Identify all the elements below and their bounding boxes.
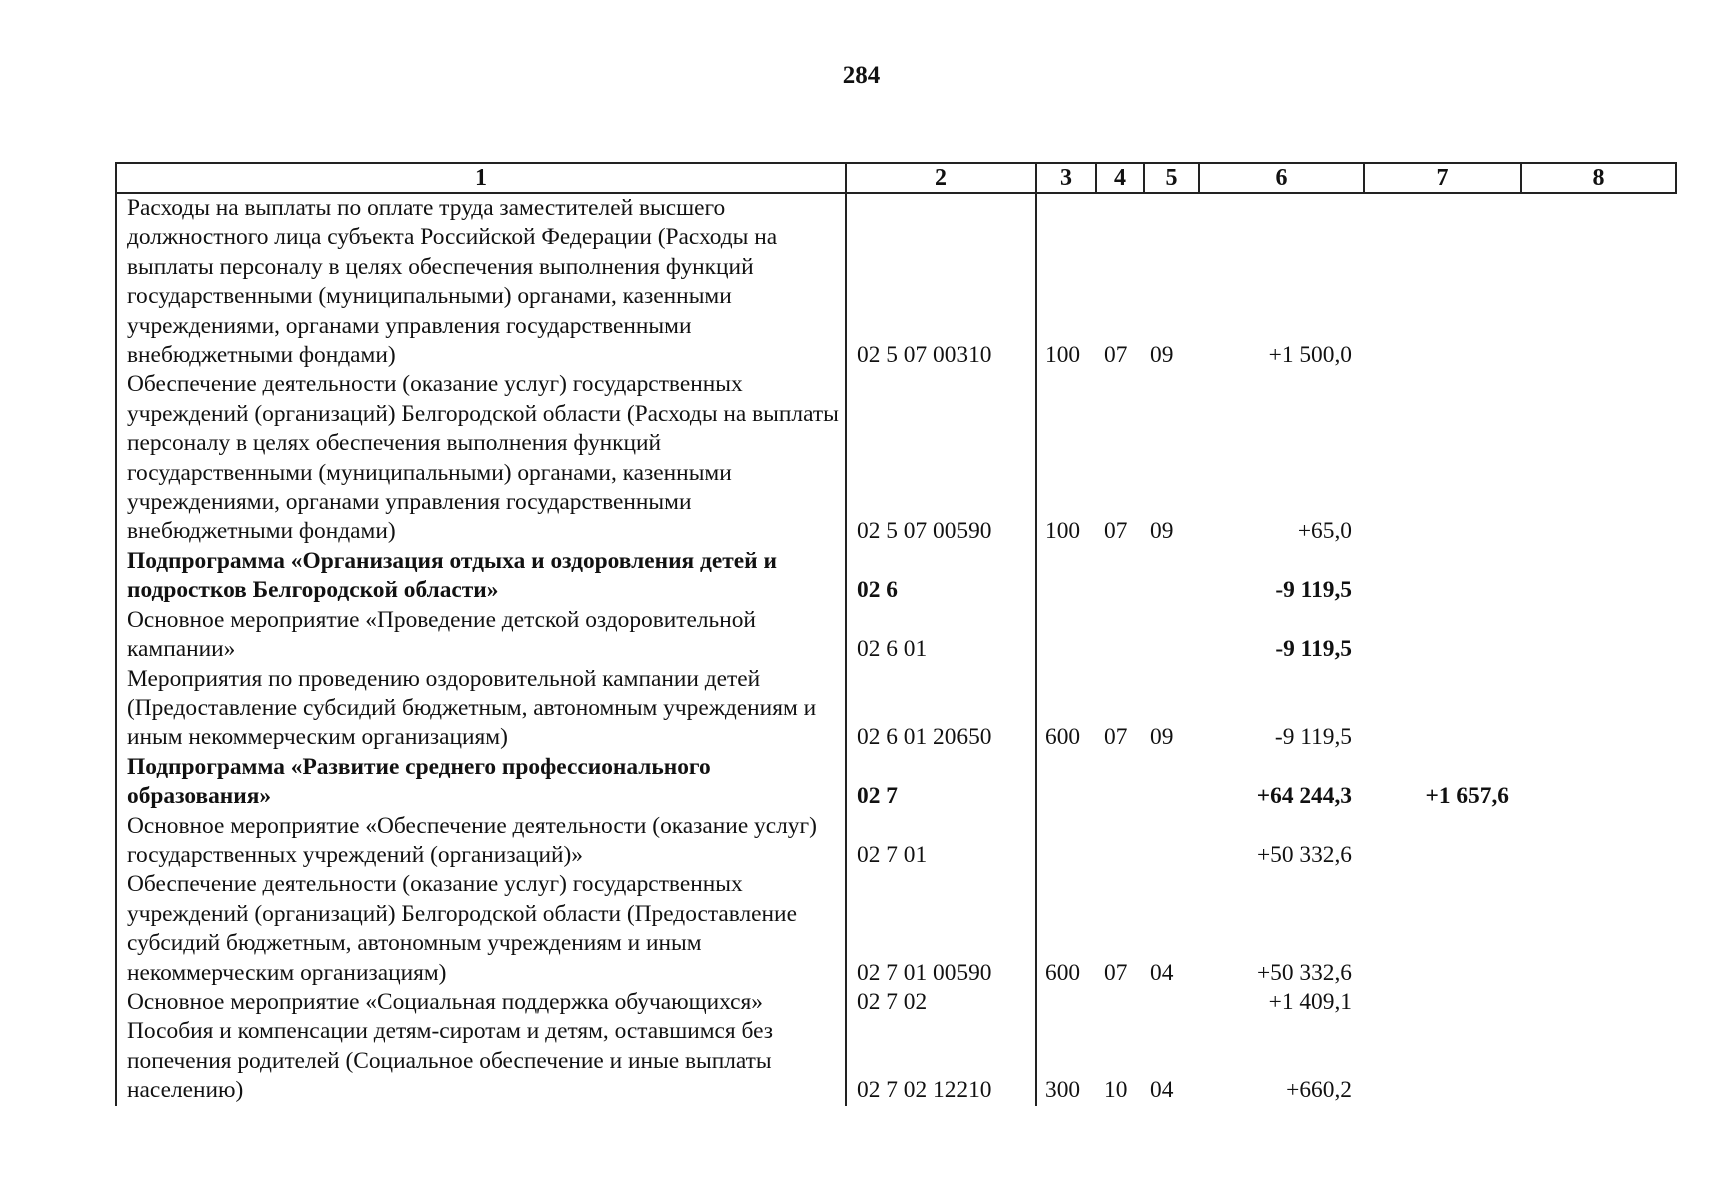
row-vr: 600 — [1045, 959, 1081, 986]
header-col-5: 5 — [1144, 163, 1199, 193]
row-code: 02 7 02 — [846, 988, 1036, 1017]
row-value-8 — [1521, 547, 1676, 606]
table-row-subprogram — [116, 547, 1676, 606]
row-value-7 — [1364, 1017, 1521, 1105]
header-col-6: 6 — [1199, 163, 1364, 193]
row-value-7 — [1364, 988, 1521, 1017]
row-value-8 — [1521, 1017, 1676, 1105]
row-pr — [1144, 753, 1199, 812]
row-value-6: +1 409,1 — [1268, 988, 1352, 1015]
row-code: 02 6 01 20650 — [846, 665, 1036, 753]
row-value-7 — [1364, 547, 1521, 606]
row-vr — [1036, 606, 1096, 665]
row-vr — [1036, 988, 1096, 1017]
row-rz: 07 — [1104, 342, 1128, 369]
row-value-8 — [1521, 665, 1676, 753]
header-col-1: 1 — [116, 163, 846, 193]
row-pr: 09 — [1150, 724, 1174, 751]
budget-table-container — [115, 162, 1675, 1112]
row-pr: 09 — [1150, 518, 1174, 545]
row-rz: 10 — [1104, 1077, 1128, 1104]
row-value-8 — [1521, 370, 1676, 546]
header-col-2: 2 — [846, 163, 1036, 193]
table-row — [116, 988, 1676, 1017]
row-value-6: +50 332,6 — [1256, 959, 1352, 986]
row-vr: 300 — [1045, 1077, 1081, 1104]
row-rz — [1096, 547, 1144, 606]
row-rz — [1096, 753, 1144, 812]
row-pr — [1144, 606, 1199, 665]
row-value-6: +50 332,6 — [1256, 841, 1352, 868]
row-value-8 — [1521, 988, 1676, 1017]
budget-table — [115, 162, 1677, 1106]
row-value-6: -9 119,5 — [1275, 577, 1352, 604]
header-col-3: 3 — [1036, 163, 1096, 193]
row-vr: 100 — [1045, 342, 1081, 369]
row-value-8 — [1521, 812, 1676, 871]
row-name: Основное мероприятие «Социальная поддержка обучающихся» — [116, 988, 846, 1017]
header-col-4: 4 — [1096, 163, 1144, 193]
row-code: 02 6 01 — [846, 606, 1036, 665]
table-row — [116, 665, 1676, 753]
row-value-8 — [1521, 870, 1676, 988]
row-name: Основное мероприятие «Проведение детской оздоровительной кампании» — [116, 606, 846, 665]
row-name: Подпрограмма «Организация отдыха и оздоровления детей и подростков Белгородской области» — [116, 547, 846, 606]
row-name: Расходы на выплаты по оплате труда заместителей высшего должностного лица субъекта Российской Федерации (Расходы на выплаты персоналу в целях обеспечения выполнения функций государственными (муниципальными) органами, казенными учреждениями, органами управления государственными внебюджетными фондами) — [116, 193, 846, 370]
table-header-row — [116, 163, 1676, 193]
row-value-8 — [1521, 193, 1676, 370]
row-vr — [1036, 547, 1096, 606]
row-value-8 — [1521, 753, 1676, 812]
row-value-6: +65,0 — [1297, 518, 1352, 545]
row-value-6: +1 500,0 — [1268, 342, 1352, 369]
row-value-7: +1 657,6 — [1425, 783, 1509, 810]
row-code: 02 6 — [846, 547, 1036, 606]
row-vr: 100 — [1045, 518, 1081, 545]
row-value-8 — [1521, 606, 1676, 665]
row-value-7 — [1364, 370, 1521, 546]
row-value-6: +64 244,3 — [1256, 783, 1352, 810]
row-code: 02 7 02 12210 — [846, 1017, 1036, 1105]
header-col-8: 8 — [1521, 163, 1676, 193]
row-code: 02 5 07 00590 — [846, 370, 1036, 546]
row-vr: 600 — [1045, 724, 1081, 751]
row-value-6: +660,2 — [1286, 1077, 1352, 1104]
row-value-6: -9 119,5 — [1275, 636, 1352, 663]
row-vr — [1036, 753, 1096, 812]
row-pr: 04 — [1150, 959, 1174, 986]
page-number: 284 — [842, 62, 881, 89]
row-name: Мероприятия по проведению оздоровительной кампании детей (Предоставление субсидий бюджетным, автономным учреждениям и иным некоммерческим организациям) — [116, 665, 846, 753]
row-name: Обеспечение деятельности (оказание услуг) государственных учреждений (организаций) Белгородской области (Предоставление субсидий бюджетным, автономным учреждениям и иным некоммерческим организациям) — [116, 870, 846, 988]
row-rz: 07 — [1104, 959, 1128, 986]
row-name: Пособия и компенсации детям-сиротам и детям, оставшимся без попечения родителей (Социальное обеспечение и иные выплаты населению) — [116, 1017, 846, 1105]
row-vr — [1036, 812, 1096, 871]
row-rz — [1096, 812, 1144, 871]
row-code: 02 7 01 — [846, 812, 1036, 871]
table-row — [116, 812, 1676, 871]
row-name: Основное мероприятие «Обеспечение деятельности (оказание услуг) государственных учреждений (организаций)» — [116, 812, 846, 871]
row-code: 02 7 01 00590 — [846, 870, 1036, 988]
row-value-7 — [1364, 193, 1521, 370]
row-name: Обеспечение деятельности (оказание услуг) государственных учреждений (организаций) Белгородской области (Расходы на выплаты персоналу в целях обеспечения выполнения функций государственными (муниципальными) органами, казенными учреждениями, органами управления государственными внебюджетными фондами) — [116, 370, 846, 546]
row-pr — [1144, 988, 1199, 1017]
table-row — [116, 870, 1676, 988]
header-col-7: 7 — [1364, 163, 1521, 193]
row-value-7 — [1364, 665, 1521, 753]
table-row — [116, 1017, 1676, 1105]
table-row — [116, 606, 1676, 665]
row-rz: 07 — [1104, 518, 1128, 545]
table-row — [116, 193, 1676, 370]
row-value-6: -9 119,5 — [1274, 724, 1352, 751]
row-pr — [1144, 812, 1199, 871]
row-value-7 — [1364, 606, 1521, 665]
row-value-7 — [1364, 812, 1521, 871]
row-rz — [1096, 988, 1144, 1017]
row-code: 02 7 — [846, 753, 1036, 812]
row-code: 02 5 07 00310 — [846, 193, 1036, 370]
row-name: Подпрограмма «Развитие среднего профессионального образования» — [116, 753, 846, 812]
row-rz — [1096, 606, 1144, 665]
row-pr — [1144, 547, 1199, 606]
row-rz: 07 — [1104, 724, 1128, 751]
table-row-subprogram — [116, 753, 1676, 812]
row-pr: 09 — [1150, 342, 1174, 369]
row-pr: 04 — [1150, 1077, 1174, 1104]
table-row — [116, 370, 1676, 546]
row-value-7 — [1364, 870, 1521, 988]
